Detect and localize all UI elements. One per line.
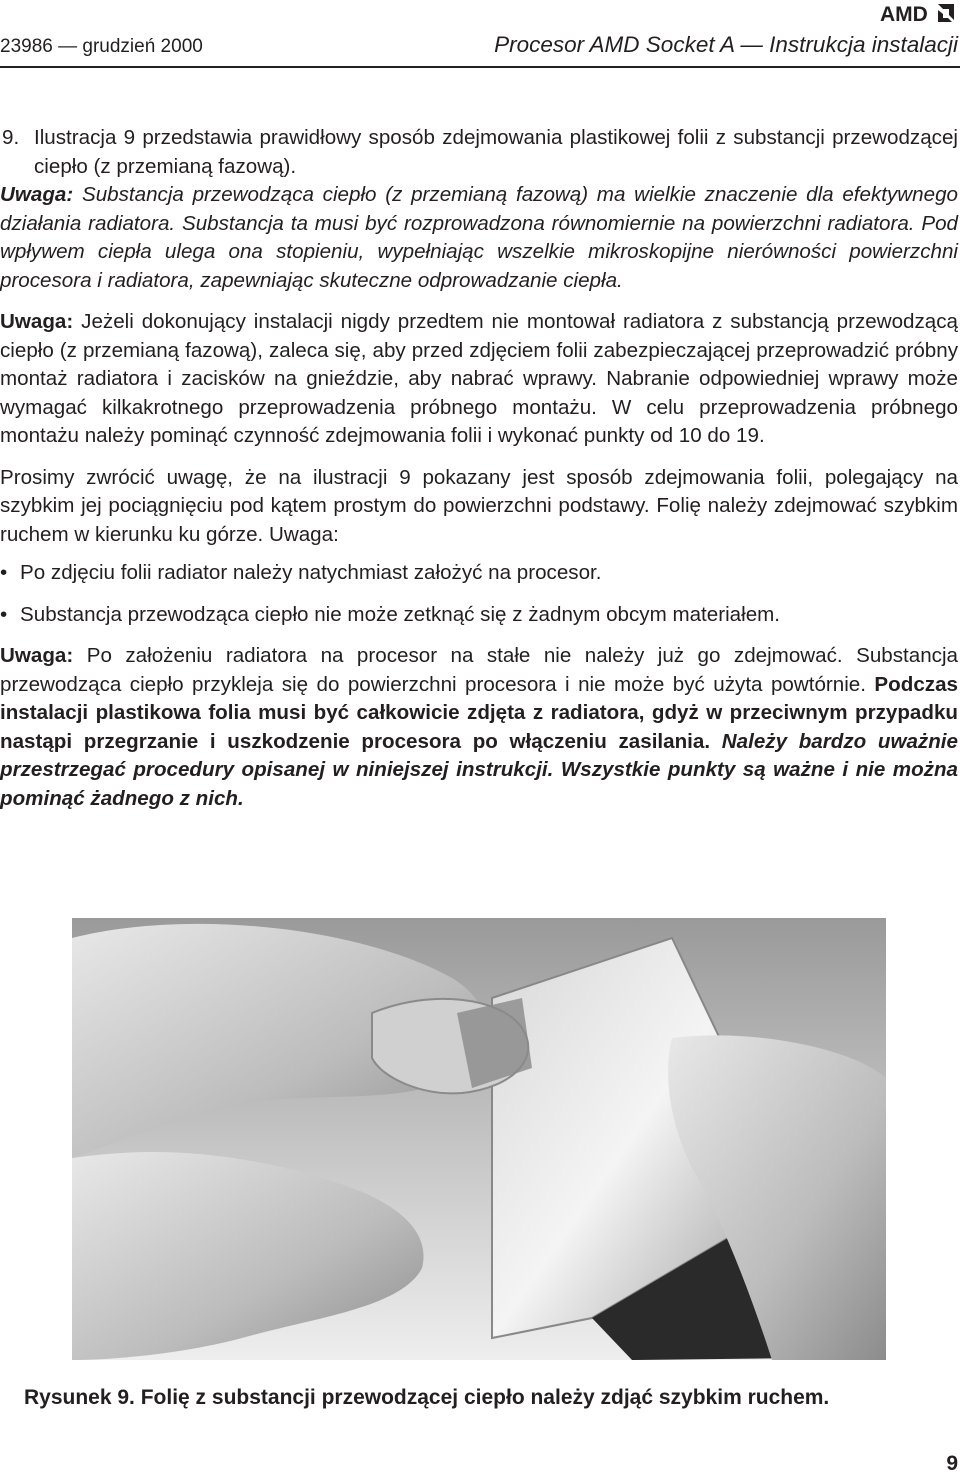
- amd-logo: [880, 2, 956, 29]
- amd-logo-text: AMD: [880, 3, 928, 24]
- note-3: [0, 642, 958, 813]
- step-9: [0, 124, 958, 181]
- page-header: [0, 32, 960, 66]
- note-2-label: Uwaga:: [0, 310, 74, 333]
- step-number: 9.: [2, 126, 20, 149]
- note-3-text: Po założeniu radiatora na procesor na stałe nie należy już go zdejmować. Substancja przewodząca ciepło przykleja się do powierzchni procesora i nie może być użyta powtórnie.: [0, 644, 958, 696]
- document-number: 23986 — grudzień 2000: [0, 36, 203, 57]
- step-text: Ilustracja 9 przedstawia prawidłowy sposób zdejmowania plastikowej folii z substancji przewodzącej ciepło (z przemianą fazową).: [34, 126, 958, 178]
- figure-photo: [72, 918, 886, 1360]
- note-1-text: Substancja przewodząca ciepło (z przemianą fazową) ma wielkie znaczenie dla efektywnego działania radiatora. Substancja ta musi być rozprowadzona równomiernie na powierzchni radiatora. Pod wpływem ciepła ulega ona stopieniu, wypełniając wszelkie mikroskopijne nierówności powierzchni procesora i radiatora, zapewniając skuteczne odprowadzanie ciepła.: [0, 183, 958, 292]
- note-3-label: Uwaga:: [0, 644, 74, 667]
- body-text: [0, 124, 958, 813]
- bullet-item: • Substancja przewodząca ciepło nie może zetknąć się z żadnym obcym materiałem.: [0, 601, 958, 630]
- note-3-bold: Podczas instalacji plastikowa folia musi być całkowicie zdjęta z radiatora, gdyż w przeciwnym przypadku nastąpi przegrzanie i uszkodzenie procesora po włączeniu zasilania.: [0, 672, 958, 753]
- note-2-text: Jeżeli dokonujący instalacji nigdy przedtem nie montował radiatora z substancją przewodzącą ciepło (z przemianą fazową), zaleca się, aby przed zdjęciem folii zabezpieczającej przeprowadzić próbny montaż radiatora i zacisków na gnieździe, aby nabrać wprawy. Nabranie odpowiedniej wprawy może wymagać kilkakrotnego przeprowadzenia próbnego montażu. W celu przeprowadzenia próbnego montażu należy pominąć czynność zdejmowania folii i wykonać punkty od 10 do 19.: [0, 310, 958, 447]
- page-number: 9: [946, 1452, 958, 1475]
- paragraph-3: Prosimy zwrócić uwagę, że na ilustracji 9 pokazany jest sposób zdejmowania folii, polegający na szybkim jej pociągnięciu pod kątem prostym do powierzchni podstawy. Folię należy zdejmować szybkim ruchem w kierunku ku górze. Uwaga:: [0, 465, 958, 546]
- note-1: [0, 181, 958, 295]
- figure-caption: Rysunek 9. Folię z substancji przewodzącej ciepło należy zdjąć szybkim ruchem.: [24, 1386, 830, 1409]
- bullet-item: • Po zdjęciu folii radiator należy natychmiast założyć na procesor.: [0, 559, 958, 588]
- document-title: Procesor AMD Socket A — Instrukcja instalacji: [494, 32, 958, 57]
- note-2: [0, 308, 958, 451]
- header-rule: [0, 66, 960, 68]
- note-3-bold-italic: Należy bardzo uważnie przestrzegać procedury opisanej w niniejszej instrukcji. Wszystkie punkty są ważne i nie można pominąć żadnego z nich.: [0, 729, 958, 810]
- note-1-label: Uwaga:: [0, 183, 74, 206]
